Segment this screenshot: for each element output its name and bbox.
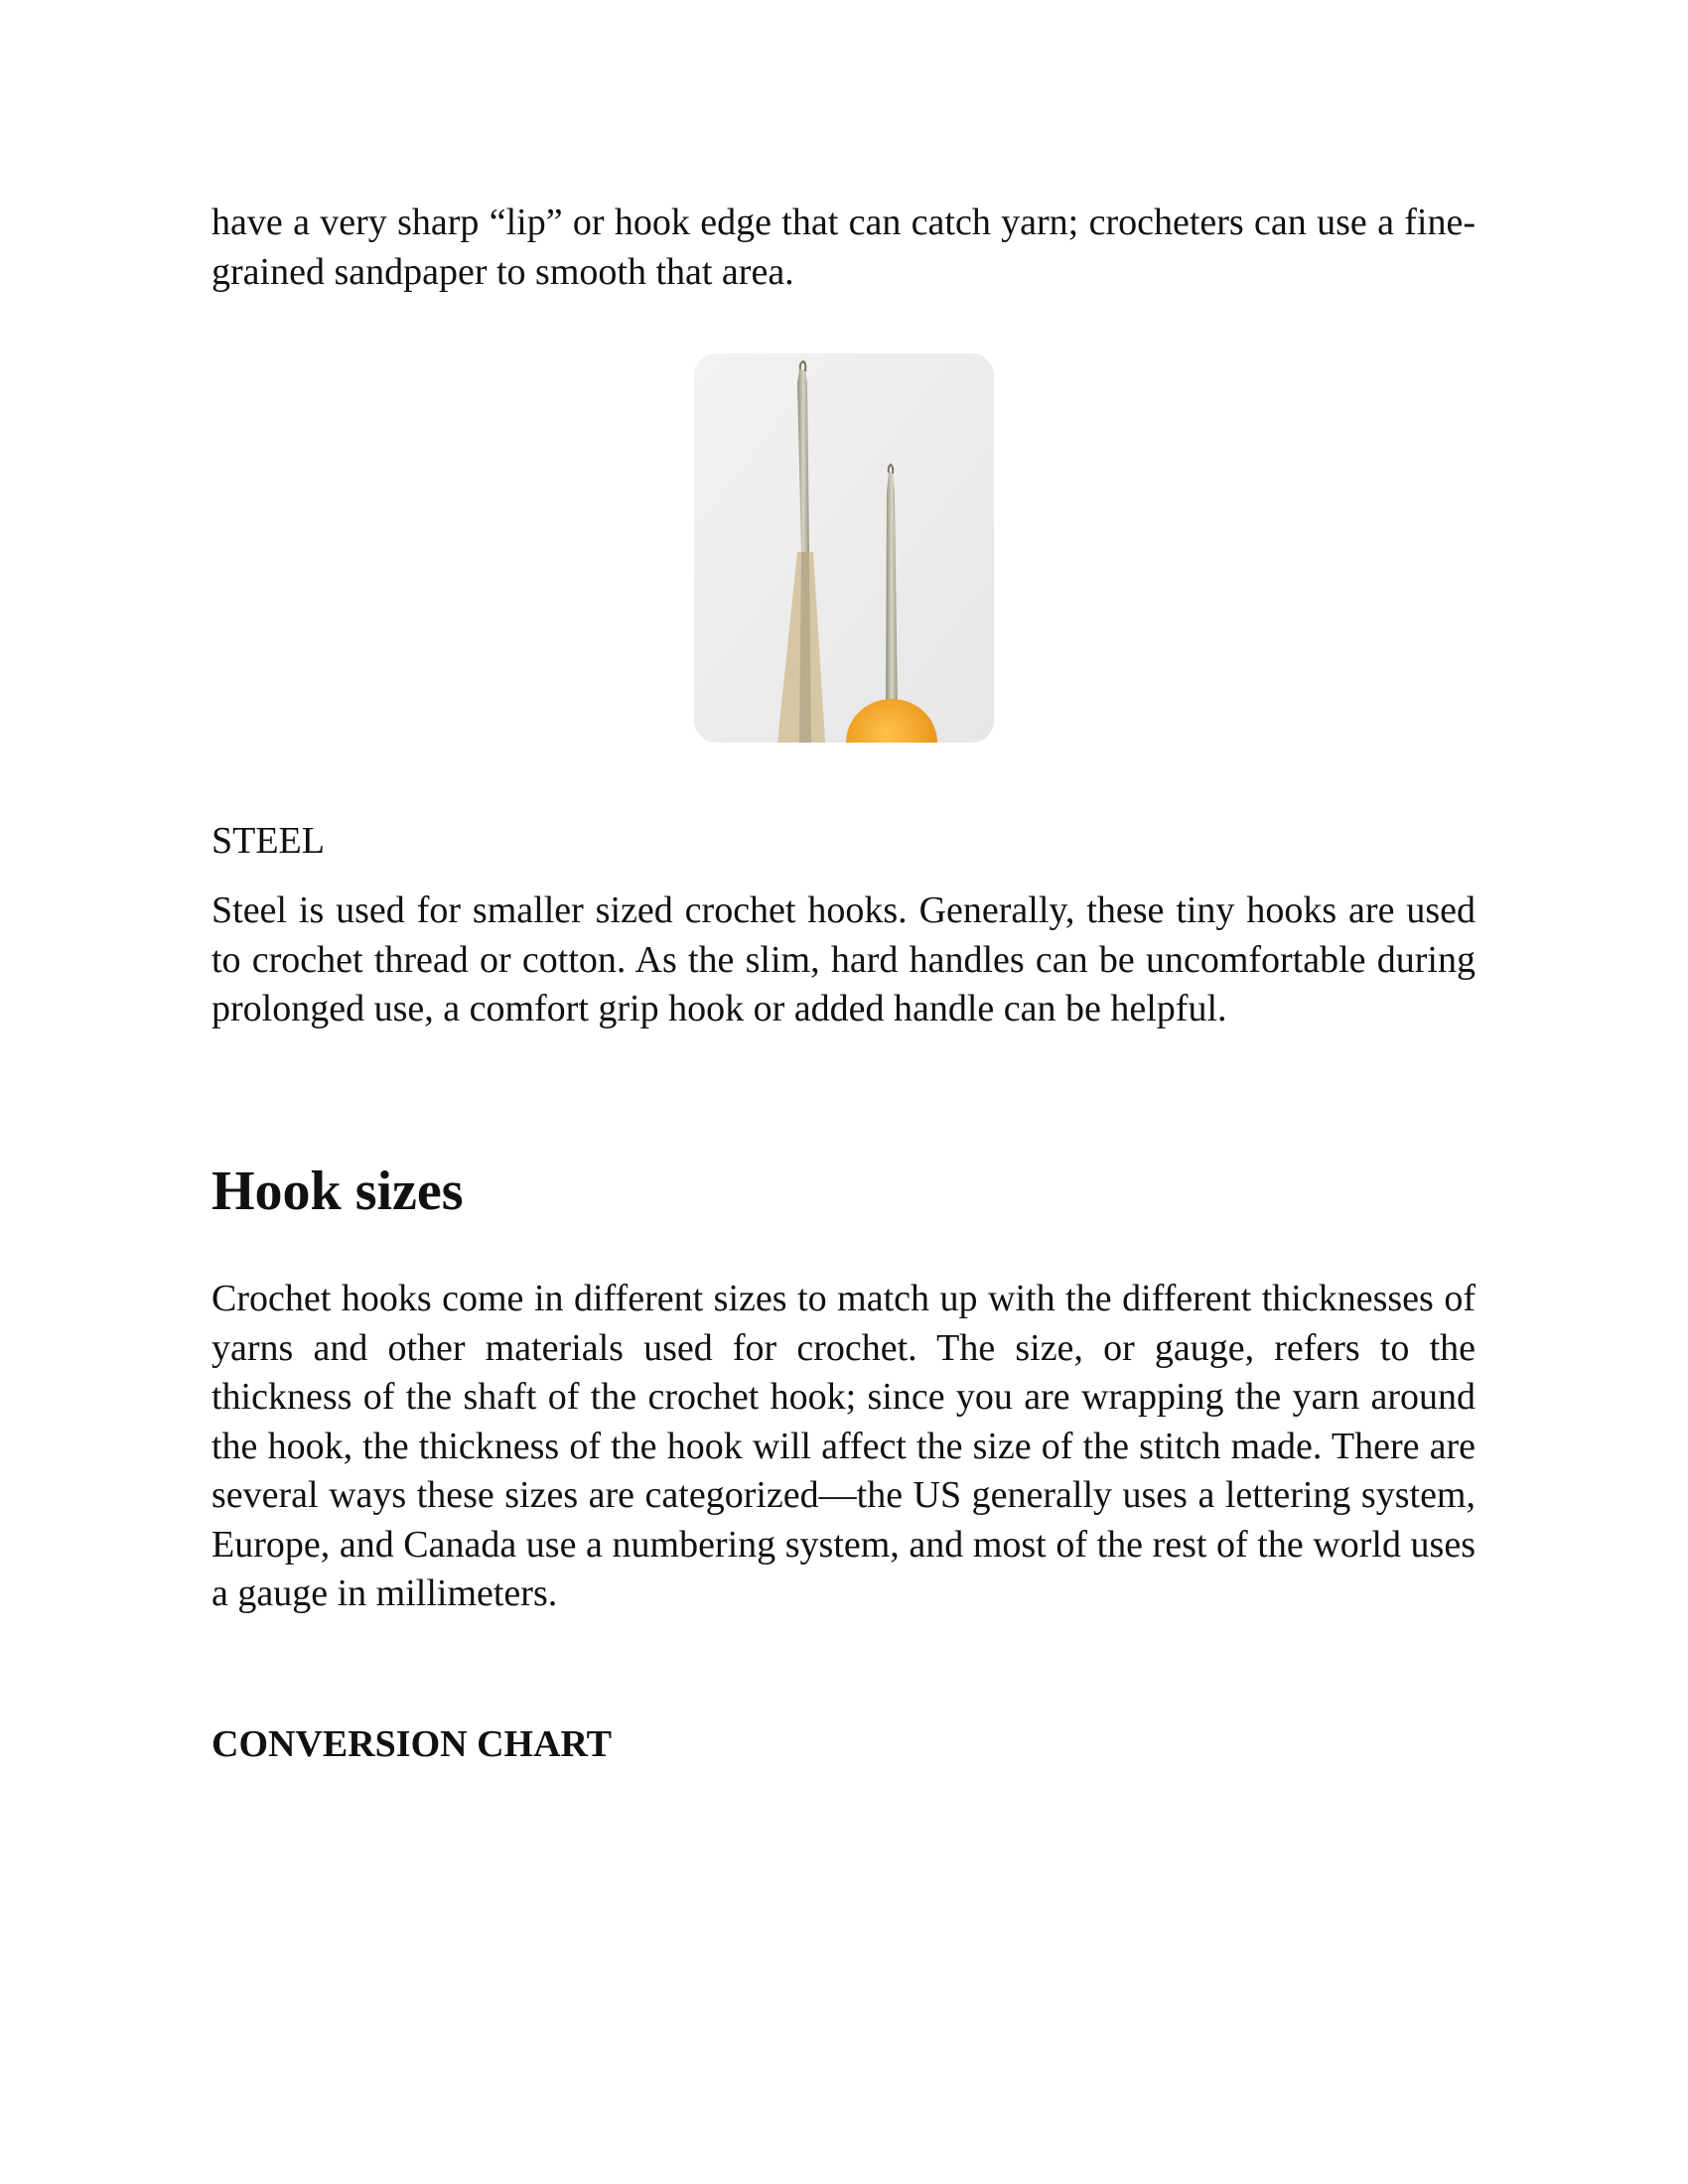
steel-hooks-photo xyxy=(694,353,994,743)
hook-sizes-heading: Hook sizes xyxy=(211,1160,464,1222)
steel-label: STEEL xyxy=(211,820,325,862)
hook-sizes-paragraph: Crochet hooks come in different sizes to match up with the different thicknesses of yarns and other materials used for crochet. The size, or gauge, refers to the thickness of the shaft of the crochet hook; since you are wrapping the yarn around the hook, the thickness of the hook will affect the size of the stitch made. There are several ways these sizes are categorized—the US generally uses a lettering system, Europe, and Canada use a numbering system, and most of the rest of the world uses a gauge in millimeters. xyxy=(211,1278,1476,1614)
photo-background xyxy=(694,353,994,743)
intro-paragraph: have a very sharp “lip” or hook edge that can catch yarn; crocheters can use a fine-grained sandpaper to smooth that area. xyxy=(211,202,1476,293)
conversion-chart-heading: CONVERSION CHART xyxy=(211,1723,612,1765)
steel-paragraph: Steel is used for smaller sized crochet hooks. Generally, these tiny hooks are used to crochet thread or cotton. As the slim, hard handles can be uncomfortable during prolonged use, a comfort grip hook or added handle can be helpful. xyxy=(211,889,1476,1029)
